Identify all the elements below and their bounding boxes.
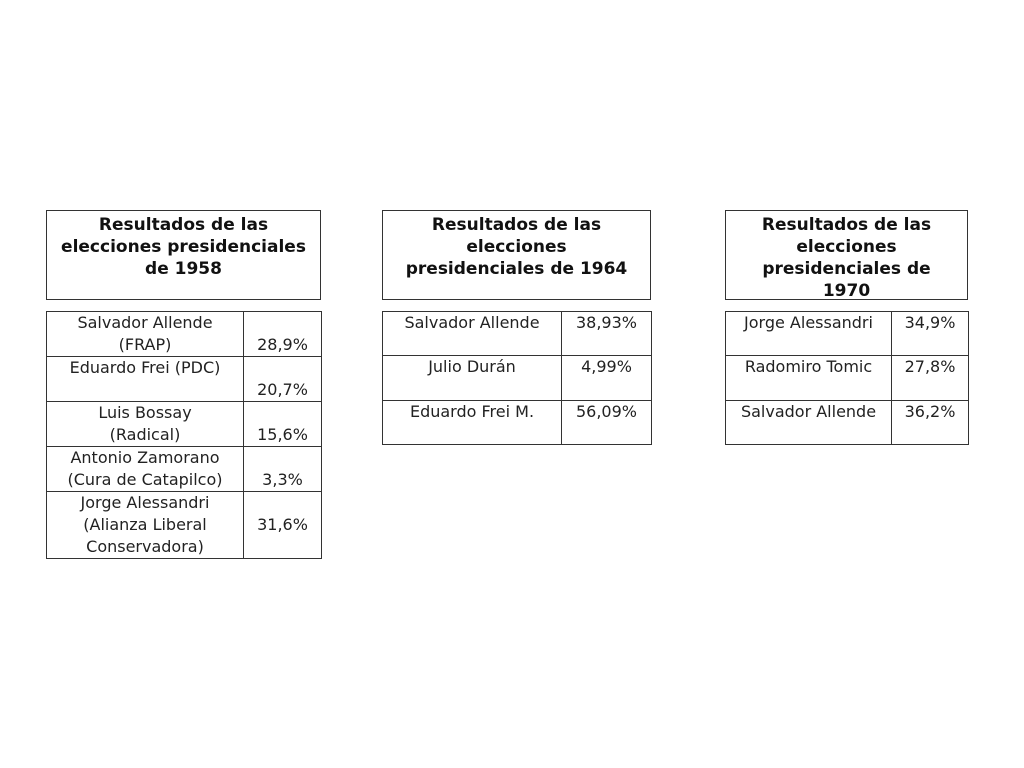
- results-table-1964: [382, 311, 652, 445]
- table-row: [726, 312, 969, 356]
- candidate-name: Luis Bossay (Radical): [47, 402, 244, 447]
- candidate-name: Radomiro Tomic: [726, 356, 892, 401]
- table-row: [383, 312, 652, 356]
- vote-percentage: 36,2%: [892, 401, 969, 445]
- candidate-name: Salvador Allende (FRAP): [47, 312, 244, 357]
- candidate-name: Eduardo Frei (PDC): [47, 357, 244, 402]
- vote-percentage: 20,7%: [244, 357, 322, 402]
- title-1958: Resultados de las elecciones presidenciales de 1958: [46, 210, 321, 300]
- table-row: [47, 447, 322, 492]
- candidate-name: Julio Durán: [383, 356, 562, 401]
- candidate-name: Salvador Allende: [383, 312, 562, 356]
- candidate-name: Jorge Alessandri (Alianza Liberal Conservadora): [47, 492, 244, 559]
- vote-percentage: 4,99%: [562, 356, 652, 401]
- table-row: [47, 492, 322, 559]
- table-row: [47, 312, 322, 357]
- vote-percentage: 38,93%: [562, 312, 652, 356]
- title-1964: Resultados de las elecciones presidenciales de 1964: [382, 210, 651, 300]
- vote-percentage: 3,3%: [244, 447, 322, 492]
- table-row: [383, 356, 652, 401]
- vote-percentage: 56,09%: [562, 401, 652, 445]
- table-row: [726, 401, 969, 445]
- candidate-name: Eduardo Frei M.: [383, 401, 562, 445]
- table-row: [726, 356, 969, 401]
- vote-percentage: 34,9%: [892, 312, 969, 356]
- vote-percentage: 15,6%: [244, 402, 322, 447]
- table-row: [47, 357, 322, 402]
- vote-percentage: 28,9%: [244, 312, 322, 357]
- table-row: [383, 401, 652, 445]
- table-row: [47, 402, 322, 447]
- results-table-1970: [725, 311, 969, 445]
- candidate-name: Salvador Allende: [726, 401, 892, 445]
- candidate-name: Jorge Alessandri: [726, 312, 892, 356]
- vote-percentage: 31,6%: [244, 492, 322, 559]
- vote-percentage: 27,8%: [892, 356, 969, 401]
- title-1970: Resultados de las elecciones presidenciales de 1970: [725, 210, 968, 300]
- candidate-name: Antonio Zamorano (Cura de Catapilco): [47, 447, 244, 492]
- results-table-1958: [46, 311, 322, 559]
